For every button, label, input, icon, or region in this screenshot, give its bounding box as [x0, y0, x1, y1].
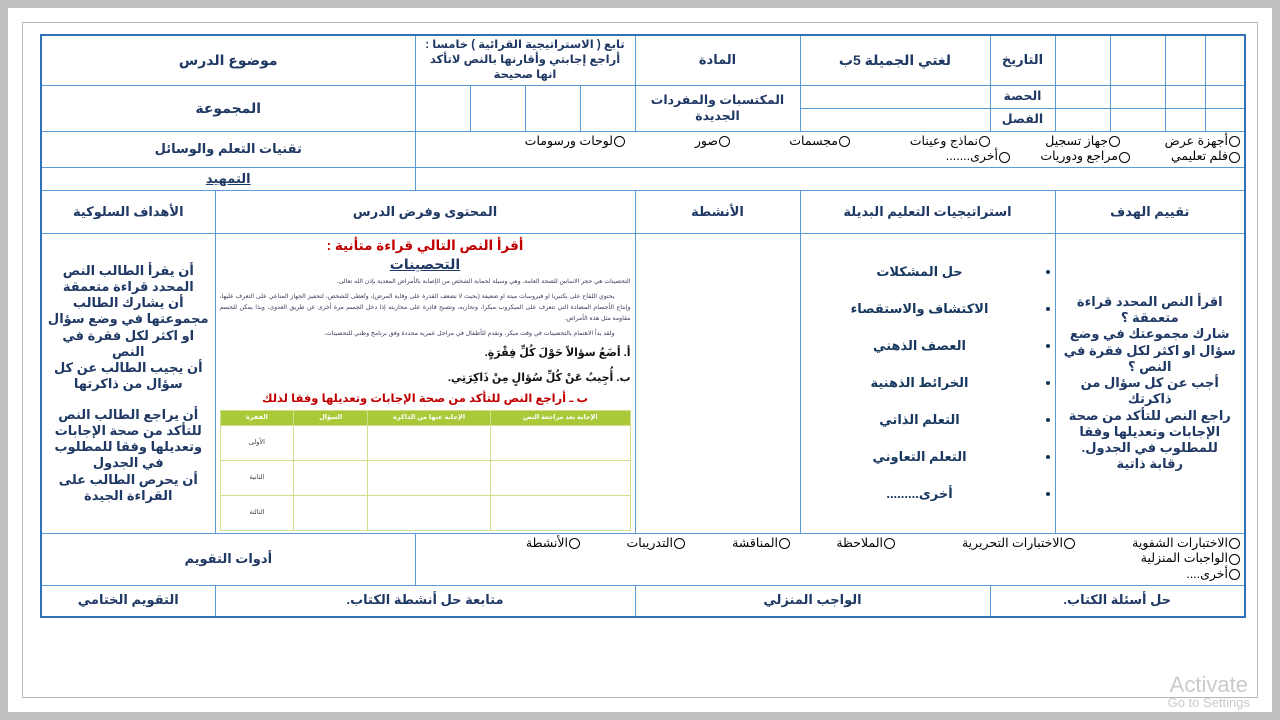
evaluation-cell: [1055, 234, 1245, 534]
subject-label: المادة: [635, 35, 800, 85]
cell-answer-review[interactable]: [491, 495, 630, 530]
aid-option-2[interactable]: [850, 134, 990, 150]
content-title: التحصينات: [389, 255, 461, 272]
strategy-item-2[interactable]: • العصف الذهني: [805, 338, 1035, 355]
review-col-answer-memory: الإجابة عنها من الذاكرة: [368, 410, 491, 425]
row-assessment-tools: [41, 533, 1245, 585]
acquisitions-label: المكتسبات والمفردات الجديدة: [635, 85, 800, 131]
tool-option-6[interactable]: [1090, 551, 1240, 567]
assessment-tools-cell: [415, 533, 1245, 585]
column-header-content: المحتوى وفرض الدرس: [215, 191, 635, 234]
tool-label: الواجبات المنزلية: [1140, 551, 1228, 566]
cell-empty-9: [800, 85, 990, 108]
cell-empty-6: [1165, 85, 1205, 108]
evaluation-item-3: راجع النص للتأكد من صحة الإجابات وتعديلها وفقا للمطلوب في الجدول.: [1068, 407, 1231, 456]
cell-answer-memory[interactable]: [368, 495, 491, 530]
content-table-note: ب ـ أراجع النص للتأكد من صحة الإجابات وتعديلها وفقا لذلك: [261, 393, 588, 406]
teaching-aids-list: [420, 134, 1241, 165]
cell-empty-17: [1055, 108, 1110, 131]
cell-empty-1: [1205, 35, 1245, 85]
cell-empty-2: [1165, 35, 1205, 85]
content-question-1: ب. أُجِيبُ عَنْ كُلِّ سُؤالٍ مِنْ ذَاكِرَتِي.: [447, 372, 631, 385]
tool-label: التدريبات: [626, 535, 673, 550]
objective-item-4: أن يحرص الطالب على القراءة الجيدة: [58, 471, 198, 503]
radio-icon[interactable]: [569, 538, 580, 549]
cell-answer-memory[interactable]: [368, 460, 491, 495]
radio-icon[interactable]: [1229, 569, 1240, 580]
homework-value: حل أسئلة الكتاب.: [990, 585, 1245, 617]
aid-label: أخرى.......: [945, 149, 998, 164]
class-label: الفصل: [990, 108, 1055, 131]
tool-label: الملاحظة: [836, 535, 883, 550]
aid-label: مجسمات: [789, 133, 838, 148]
row-closing: [41, 585, 1245, 617]
review-table: [220, 410, 631, 531]
radio-icon[interactable]: [1064, 538, 1075, 549]
group-label: المجموعة: [41, 85, 415, 131]
aid-label: نماذج وعينات: [909, 133, 978, 148]
evaluation-item-4: رقابة ذاتية: [1116, 456, 1183, 472]
cell-empty-3: [1110, 35, 1165, 85]
cell-question[interactable]: [294, 425, 368, 460]
aid-label: مراجع ودوريات: [1040, 149, 1118, 164]
cell-empty-14: [1205, 108, 1245, 131]
tool-label: المناقشة: [732, 535, 778, 550]
watermark-line-2: Go to Settings: [1167, 695, 1250, 711]
row-lesson-topic: [41, 35, 1245, 85]
radio-icon[interactable]: [884, 538, 895, 549]
aid-option-3[interactable]: [730, 134, 850, 150]
tool-option-2[interactable]: [790, 536, 895, 552]
tool-label: الاختبارات التحريرية: [961, 535, 1063, 550]
aid-label: صور: [694, 133, 718, 148]
radio-icon[interactable]: [1229, 554, 1240, 565]
content-heading: أقرأ النص التالي قراءة متأنية :: [326, 238, 524, 254]
radio-icon[interactable]: [1229, 152, 1240, 163]
cell-empty-4: [1055, 35, 1110, 85]
tool-label: الأنشطة: [525, 535, 568, 550]
cell-question[interactable]: [294, 495, 368, 530]
cell-paragraph: الأولى: [220, 425, 294, 460]
cell-empty-13: [415, 85, 470, 131]
cell-empty-5: [1205, 85, 1245, 108]
evaluation-item-1: شارك مجموعتك في وضع سؤال او اكثر لكل فقرة في النص ؟: [1063, 326, 1236, 374]
review-col-question: السؤال: [294, 410, 368, 425]
watermark-line-1: Activate: [1169, 672, 1248, 698]
aid-label: جهاز تسجيل: [1045, 133, 1108, 148]
column-header-strategies: استراتيجيات التعليم البديلة: [800, 191, 1055, 234]
lesson-plan-sheet: [30, 30, 1246, 690]
content-paragraph-1: يحتوي اللقاح على بكتيريا او فيروسات ميتة او ضعيفة (بحيث لا تضعف القدرة على وقاية المرض)، وتُعطى للشخص، لتحفيز الجهاز المناعي على التعرف عليها، وإنتاج الأجسام المضادة التي تتعرف على الميكروب مبكرا، وتحاربه، وتصبح قادرة على محاربته إذا دخل الجسم مرة أخرى عن طريق العدوى، وبذا يمكن للجسم مقاومة مثل هذه الأمراض.: [219, 293, 631, 322]
aid-option-1[interactable]: [990, 134, 1120, 150]
homework-label: الواجب المنزلي: [635, 585, 990, 617]
date-label: التاريخ: [990, 35, 1055, 85]
closing-value: متابعة حل أنشطة الكتاب.: [215, 585, 635, 617]
row-main-body: [41, 234, 1245, 534]
evaluation-item-2: أجب عن كل سؤال من ذاكرتك: [1080, 375, 1219, 407]
aid-option-8[interactable]: [880, 149, 1010, 165]
aid-option-7[interactable]: [1010, 149, 1130, 165]
objectives-spacer: [46, 393, 211, 407]
closing-label: التقويم الختامي: [41, 585, 215, 617]
objective-item-2: أن يجيب الطالب عن كل سؤال من ذاكرتها: [53, 360, 203, 392]
tool-option-3[interactable]: [685, 536, 790, 552]
tool-option-7[interactable]: [420, 567, 1241, 583]
evaluation-item-0: اقرأ النص المحدد قراءة متعمقة ؟: [1076, 293, 1223, 326]
radio-icon[interactable]: [674, 538, 685, 549]
cell-paragraph: الثانية: [220, 460, 294, 495]
radio-icon[interactable]: [1229, 538, 1240, 549]
radio-icon[interactable]: [719, 136, 730, 147]
review-table-header-row: [220, 410, 630, 425]
lesson-topic-label: موضوع الدرس: [41, 35, 415, 85]
strategy-item-6[interactable]: • أخرى.........: [805, 486, 1035, 503]
cell-answer-memory[interactable]: [368, 425, 491, 460]
objective-item-1: أن يشارك الطالب مجموعتها في وضع سؤال او اكثر لكل فقرة في النص: [47, 295, 209, 359]
radio-icon[interactable]: [839, 136, 850, 147]
cell-empty-10: [580, 85, 635, 131]
review-table-row: [220, 495, 630, 530]
cell-answer-review[interactable]: [491, 425, 630, 460]
tool-option-1[interactable]: [895, 536, 1075, 552]
radio-icon[interactable]: [1119, 152, 1130, 163]
cell-empty-11: [525, 85, 580, 131]
tool-option-0[interactable]: [1075, 536, 1240, 552]
subject-value: لغتي الجميلة 5ب: [800, 35, 990, 85]
objective-item-0: أن يقرأ الطالب النص المحدد قراءة متعمقة: [62, 262, 194, 294]
row-intro: [41, 168, 1245, 191]
cell-empty-12: [470, 85, 525, 131]
tool-label: الاختبارات الشفوية: [1132, 535, 1228, 550]
teaching-aids-cell: [415, 131, 1245, 167]
lesson-plan-table: [40, 34, 1246, 618]
strategies-cell: [800, 234, 1055, 534]
period-label: الحصة: [990, 85, 1055, 108]
review-col-answer-review: الإجابة بعد مراجعة النص: [491, 410, 630, 425]
column-header-evaluation: تقييم الهدف: [1055, 191, 1245, 234]
aid-option-5[interactable]: [475, 134, 625, 150]
lesson-topic-value: تابع ( الاستراتيجية القرائية ) خامسا : أراجع إجابتي وأقارنها بالنص لاتأكد انها صحيحة: [415, 35, 635, 85]
strategies-list: [805, 264, 1051, 502]
row-teaching-aids: [41, 131, 1245, 167]
strategy-item-5[interactable]: • التعلم التعاوني: [805, 449, 1035, 466]
radio-icon[interactable]: [779, 538, 790, 549]
aid-label: أجهزة عرض: [1164, 133, 1228, 148]
cell-empty-8: [1055, 85, 1110, 108]
activities-cell: [635, 234, 800, 534]
row-period: [41, 85, 1245, 108]
tool-label: أخرى....: [1186, 566, 1228, 581]
intro-label: التمهيد: [41, 168, 415, 191]
column-header-activities: الأنشطة: [635, 191, 800, 234]
aid-option-6[interactable]: [1130, 149, 1240, 165]
objectives-cell: [41, 234, 215, 534]
strategy-item-1[interactable]: • الاكتشاف والاستقصاء: [805, 301, 1035, 318]
assessment-tools-list: [420, 536, 1241, 583]
strategy-item-3[interactable]: • الخرائط الذهنية: [805, 375, 1035, 392]
teaching-aids-label: تقنيات التعلم والوسائل: [41, 131, 415, 167]
objective-item-3: أن يراجع الطالب النص للتأكد من صحة الإجابات وتعديلها وفقا للمطلوب في الجدول: [54, 406, 203, 471]
review-col-paragraph: الفقرة: [220, 410, 294, 425]
intro-value: [415, 168, 1245, 191]
tool-option-4[interactable]: [580, 536, 685, 552]
content-cell: [215, 234, 635, 534]
radio-icon[interactable]: [1109, 136, 1120, 147]
row-column-headers: [41, 191, 1245, 234]
cell-paragraph: الثالثة: [220, 495, 294, 530]
radio-icon[interactable]: [999, 152, 1010, 163]
tool-option-5[interactable]: [480, 536, 580, 552]
cell-empty-18: [800, 108, 990, 131]
cell-answer-review[interactable]: [491, 460, 630, 495]
aid-option-0[interactable]: [1120, 134, 1240, 150]
review-table-row: [220, 460, 630, 495]
radio-icon[interactable]: [1229, 136, 1240, 147]
content-question-0: أ. أضَعُ سؤالاً حَوْلَ كُلِّ فِقْرَةٍ.: [484, 346, 631, 359]
strategy-item-4[interactable]: • التعلم الذاتي: [805, 412, 1035, 429]
aid-label: فلم تعليمي: [1171, 149, 1228, 164]
cell-empty-16: [1110, 108, 1165, 131]
radio-icon[interactable]: [614, 136, 625, 147]
radio-icon[interactable]: [979, 136, 990, 147]
cell-question[interactable]: [294, 460, 368, 495]
aid-label: لوحات ورسومات: [524, 133, 613, 148]
strategy-item-0[interactable]: • حل المشكلات: [805, 264, 1035, 281]
aid-option-4[interactable]: [625, 134, 730, 150]
content-paragraph-0: التحصينات هي حجر الاساس للصحة العامة، وهي وسيلة لحماية الشخص من الإصابة بالأمراض المعدية بإذن الله تعالى.: [336, 278, 631, 286]
column-header-objectives: الأهداف السلوكية: [41, 191, 215, 234]
cell-empty-7: [1110, 85, 1165, 108]
cell-empty-15: [1165, 108, 1205, 131]
content-paragraph-2: ولقد بدأ الاهتمام بالتحصينات في وقت مبكر، وتقدم للأطفال في مراحل عمرية محددة وفق برنامج وطني للتحصينات.: [324, 329, 615, 337]
assessment-tools-label: أدوات التقويم: [41, 533, 415, 585]
review-table-row: [220, 425, 630, 460]
